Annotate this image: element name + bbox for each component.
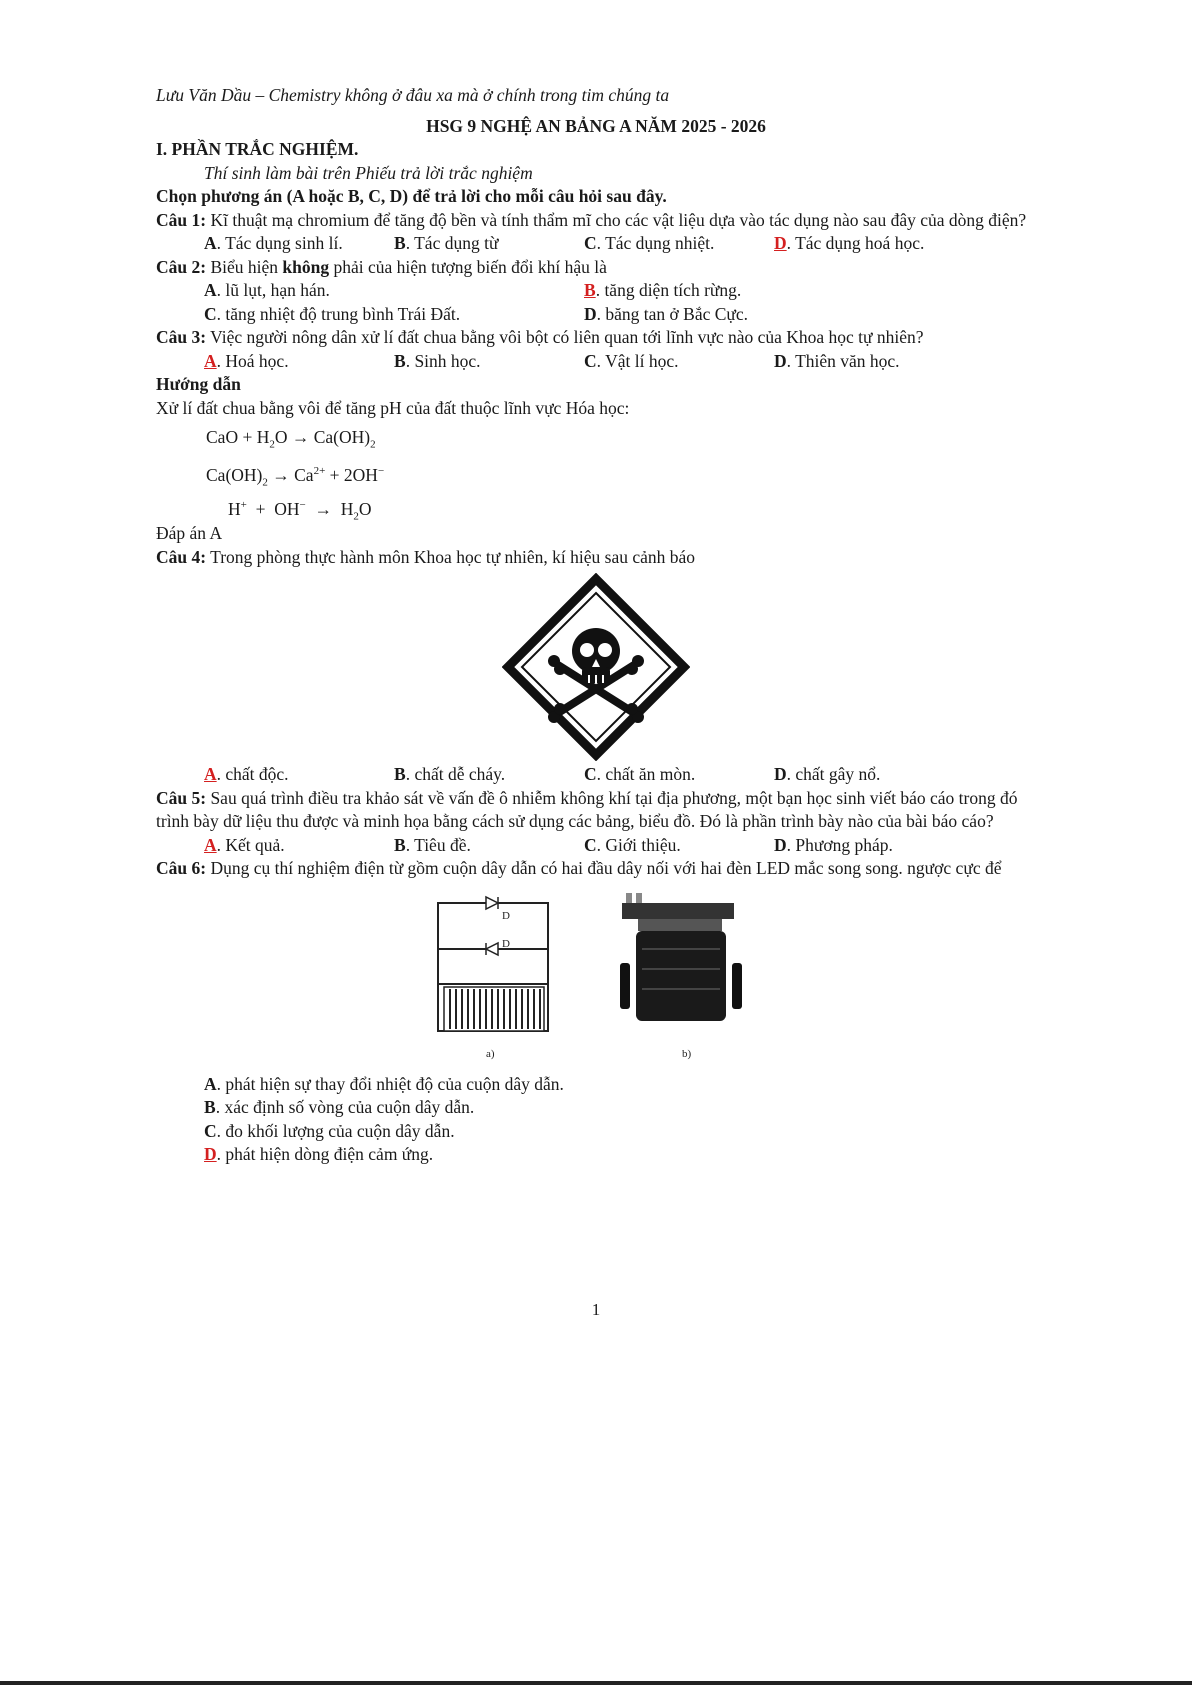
- option-b: [584, 279, 964, 303]
- option-text: . chất dễ cháy.: [405, 764, 506, 784]
- question-text: Kĩ thuật mạ chromium để tăng độ bền và tính thẩm mĩ cho các vật liệu dựa vào tác dụng nào sau đây của dòng điện?: [206, 209, 1027, 230]
- option-a: [204, 834, 394, 858]
- option-text: . Thiên văn học.: [786, 350, 900, 371]
- section-note: Thí sinh làm bài trên Phiếu trả lời trắc nghiệm: [204, 162, 533, 183]
- option-a: [204, 763, 394, 787]
- option-letter: A: [204, 1073, 217, 1094]
- correct-option-letter: A: [204, 834, 217, 855]
- question-5-options: [156, 834, 1036, 858]
- option-text: . tăng nhiệt độ trung bình Trái Đất.: [216, 303, 461, 324]
- option-text: . xác định số vòng của cuộn dây dẫn.: [215, 1097, 475, 1117]
- option-letter: D: [774, 764, 787, 784]
- option-c: [584, 350, 774, 374]
- guide-text: Xử lí đất chua bằng vôi để tăng pH của đất thuộc lĩnh vực Hóa học:: [156, 397, 630, 418]
- question-4-options: [156, 763, 1036, 787]
- option-b: [394, 350, 584, 374]
- correct-option-letter: A: [204, 764, 217, 784]
- question-1: [156, 209, 1036, 233]
- option-a: [204, 350, 394, 374]
- question-5: [156, 787, 1036, 834]
- exam-title: HSG 9 NGHỆ AN BẢNG A NĂM 2025 - 2026: [426, 115, 766, 136]
- question-label: Câu 6:: [156, 858, 207, 878]
- page-number: 1: [591, 1300, 601, 1319]
- option-b: [394, 834, 584, 858]
- option-letter: D: [774, 834, 787, 855]
- option-text: . phát hiện dòng điện cảm ứng.: [216, 1144, 434, 1164]
- option-letter: A: [204, 280, 217, 300]
- option-a: [204, 232, 394, 256]
- question-text: Sau quá trình điều tra khảo sát về vấn đề ô nhiễm không khí tại địa phương, một bạn học sinh viết báo cáo trong đó trình bày dữ liệu thu được và minh họa bằng cách sử dụng các bảng, biểu đồ. Đó là phần trình bày nào của bài báo cáo?: [156, 787, 1018, 831]
- toxic-hazard-figure: [156, 573, 1036, 761]
- correct-option-letter: D: [774, 233, 787, 253]
- option-text: . đo khối lượng của cuộn dây dẫn.: [216, 1120, 455, 1141]
- option-text: . Tác dụng hoá học.: [786, 233, 925, 253]
- guide-heading: Hướng dẫn: [156, 374, 241, 394]
- option-c: [156, 1120, 1036, 1144]
- option-text: . băng tan ở Bắc Cực.: [596, 303, 749, 324]
- question-2: [156, 256, 1036, 280]
- option-letter: B: [394, 764, 406, 784]
- option-text: . phát hiện sự thay đổi nhiệt độ của cuộn dây dẫn.: [216, 1073, 564, 1094]
- coil-circuit-diagram: [436, 889, 756, 1067]
- option-text: . Tác dụng từ: [405, 233, 499, 253]
- question-text: Dụng cụ thí nghiệm điện từ gồm cuộn dây dẫn có hai đầu dây nối với hai đèn LED mắc song song. ngược cực để: [206, 858, 1002, 878]
- question-4: [156, 546, 1036, 570]
- option-c: [204, 303, 584, 327]
- option-text: . Vật lí học.: [596, 350, 679, 371]
- option-c: [584, 834, 774, 858]
- author-line: Lưu Văn Dầu – Chemistry không ở đâu xa mà ở chính trong tim chúng ta: [156, 85, 670, 105]
- svg-text:D: D: [502, 909, 510, 922]
- skull-crossbones-icon: [502, 573, 690, 761]
- question-3-options: [156, 350, 1036, 374]
- option-letter: B: [394, 834, 406, 855]
- option-text: . chất ăn mòn.: [596, 764, 696, 784]
- option-letter: C: [584, 834, 597, 855]
- option-text: . lũ lụt, hạn hán.: [216, 280, 330, 300]
- option-letter: B: [394, 233, 406, 253]
- question-text: Biểu hiện: [206, 256, 283, 277]
- section-heading: I. PHẦN TRẮC NGHIỆM.: [156, 139, 359, 159]
- figure-a-label: a): [486, 1047, 495, 1060]
- option-letter: C: [584, 350, 597, 371]
- option-text: . Tác dụng nhiệt.: [596, 233, 715, 253]
- option-text: . chất gây nổ.: [786, 764, 881, 784]
- question-label: Câu 3:: [156, 327, 207, 347]
- option-a: [204, 279, 584, 303]
- document-page: [156, 84, 1036, 1167]
- question-label: Câu 2:: [156, 256, 207, 277]
- correct-option-letter: A: [204, 350, 217, 371]
- option-d: [774, 834, 964, 858]
- option-text: . Giới thiệu.: [596, 834, 681, 855]
- option-text: . Hoá học.: [216, 350, 289, 371]
- correct-option-letter: B: [584, 280, 596, 300]
- option-d: [774, 232, 964, 256]
- coil-led-figure: [156, 889, 1036, 1067]
- equation-2: $Ca(OH)_2 \to Ca^{2+} + 2OH^-$: [206, 464, 385, 489]
- question-text: Việc người nông dân xử lí đất chua bằng vôi bột có liên quan tới lĩnh vực nào của Khoa học tự nhiên?: [206, 327, 924, 347]
- option-text: . Kết quả.: [216, 834, 285, 855]
- option-d: [774, 763, 964, 787]
- option-d: [774, 350, 964, 374]
- question-label: Câu 4:: [156, 546, 207, 567]
- question-text: phải của hiện tượng biến đổi khí hậu là: [329, 256, 607, 277]
- option-letter: B: [204, 1097, 216, 1117]
- svg-text:D: D: [502, 937, 510, 950]
- figure-b-label: b): [682, 1047, 692, 1060]
- question-label: Câu 5:: [156, 787, 207, 808]
- question-1-options: [156, 232, 1036, 256]
- question-3: [156, 326, 1036, 350]
- option-text: . Tác dụng sinh lí.: [216, 233, 343, 253]
- option-text: . chất độc.: [216, 764, 289, 784]
- option-letter: D: [584, 303, 597, 324]
- correct-option-letter: D: [204, 1144, 217, 1164]
- bottom-divider: [0, 1681, 1192, 1685]
- question-6: [156, 857, 1036, 881]
- question-2-options-row1: [156, 279, 1036, 303]
- option-letter: C: [584, 764, 597, 784]
- equation-3: $H^+ + OH^- \to H_2O$: [228, 498, 372, 523]
- option-letter: C: [584, 233, 597, 253]
- section-instruction: Chọn phương án (A hoặc B, C, D) để trả lời cho mỗi câu hỏi sau đây.: [156, 186, 667, 206]
- option-b: [156, 1096, 1036, 1120]
- option-letter: C: [204, 1120, 217, 1141]
- question-2-options-row2: [156, 303, 1036, 327]
- option-letter: A: [204, 233, 217, 253]
- option-b: [394, 232, 584, 256]
- equation-1: CaO + $H_2O \to Ca(OH)_2$: [206, 427, 376, 451]
- option-letter: D: [774, 350, 787, 371]
- option-b: [394, 763, 584, 787]
- question-text: Trong phòng thực hành môn Khoa học tự nhiên, kí hiệu sau cảnh báo: [206, 546, 696, 567]
- option-text: . Phương pháp.: [786, 834, 893, 855]
- question-label: Câu 1:: [156, 209, 207, 230]
- option-c: [584, 232, 774, 256]
- option-letter: C: [204, 303, 217, 324]
- option-d: [156, 1143, 1036, 1167]
- option-text: . Sinh học.: [405, 350, 481, 371]
- question-emphasis: không: [282, 256, 330, 277]
- answer-line: Đáp án A: [156, 523, 223, 543]
- option-a: [156, 1073, 1036, 1097]
- option-d: [584, 303, 964, 327]
- option-text: . Tiêu đề.: [405, 834, 471, 855]
- option-letter: B: [394, 350, 406, 371]
- option-c: [584, 763, 774, 787]
- option-text: . tăng diện tích rừng.: [595, 280, 742, 300]
